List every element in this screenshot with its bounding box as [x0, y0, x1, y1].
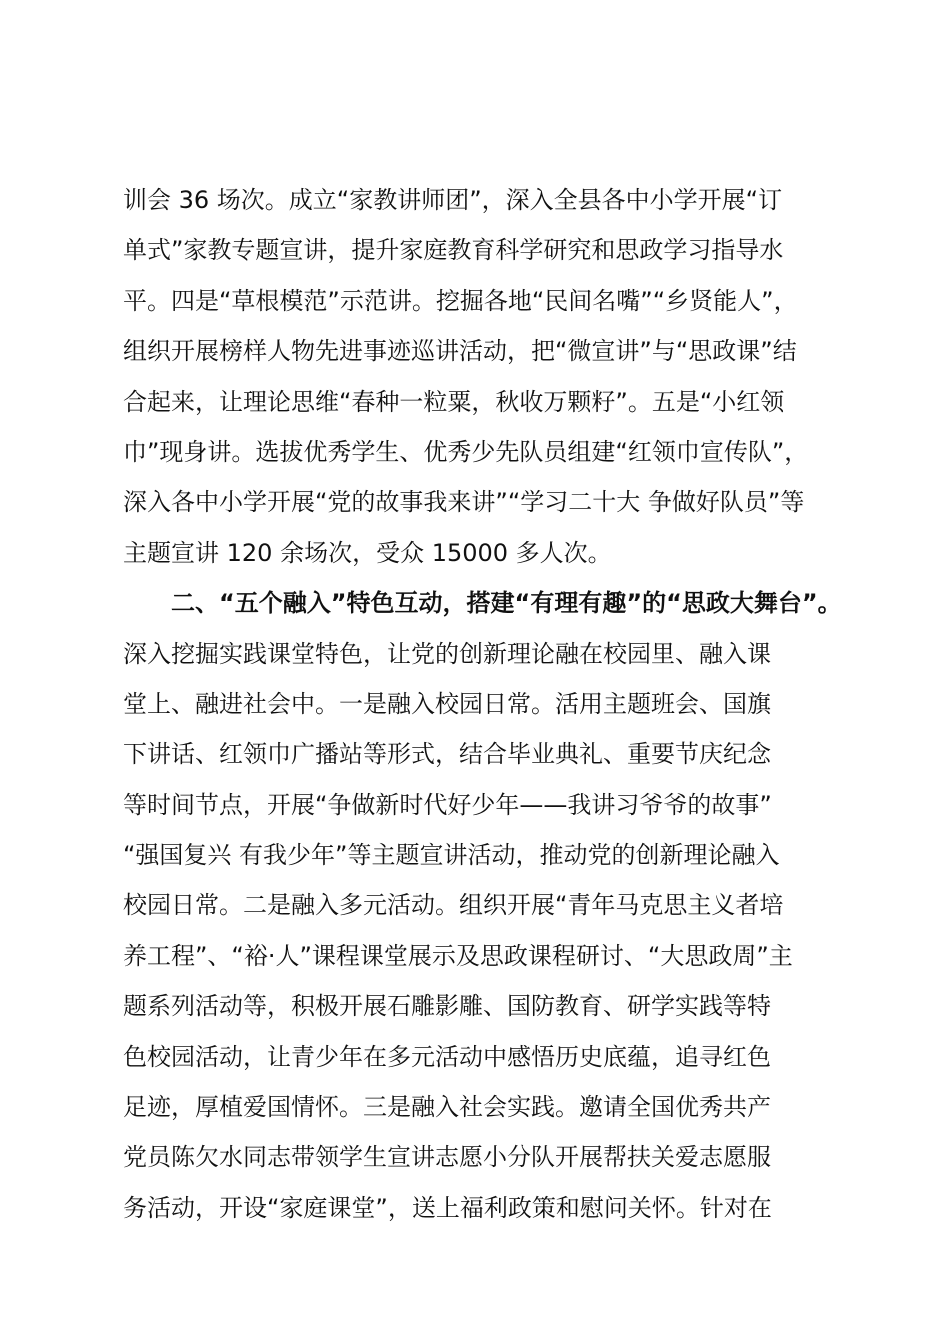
text-line: 校园日常。二是融入多元活动。组织开展“青年马克思主义者培 — [123, 891, 784, 920]
text-line: 色校园活动，让青少年在多元活动中感悟历史底蕴，追寻红色 — [123, 1042, 771, 1071]
text-line: 下讲话、红领巾广播站等形式，结合毕业典礼、重要节庆纪念 — [123, 740, 771, 769]
text-line: “强国复兴 有我少年”等主题宣讲活动，推动党的创新理论融入 — [123, 841, 780, 870]
text-line: 单式”家教专题宣讲，提升家庭教育科学研究和思政学习指导水 — [123, 236, 784, 265]
text-line: 党员陈欠水同志带领学生宣讲志愿小分队开展帮扶关爱志愿服 — [123, 1143, 771, 1172]
text-line: 足迹，厚植爱国情怀。三是融入社会实践。邀请全国优秀共产 — [123, 1093, 771, 1122]
text-line: 务活动，开设“家庭课堂”，送上福利政策和慰问关怀。针对在 — [123, 1193, 772, 1222]
text-line: 等时间节点，开展“争做新时代好少年——我讲习爷爷的故事” — [123, 790, 772, 819]
text-line: 养工程”、“裕·人”课程课堂展示及思政课程研讨、“大思政周”主 — [123, 941, 793, 970]
text-line: 深入挖掘实践课堂特色，让党的创新理论融在校园里、融入课 — [123, 639, 771, 668]
text-line: 平。四是“草根模范”示范讲。挖掘各地“民间名嘴”“乡贤能人”， — [123, 286, 798, 315]
text-line: 巾”现身讲。选拔优秀学生、优秀少先队员组建“红领巾宣传队”， — [123, 437, 809, 466]
text-line: 深入各中小学开展“党的故事我来讲”“学习二十大 争做好队员”等 — [123, 488, 805, 517]
text-line: 题系列活动等，积极开展石雕影雕、国防教育、研学实践等特 — [123, 992, 771, 1021]
section-heading: 二、“五个融入”特色互动，搭建“有理有趣”的“思政大舞台”。 — [123, 589, 842, 618]
text-line: 主题宣讲 120 余场次，受众 15000 多人次。 — [123, 538, 612, 567]
text-line: 合起来，让理论思维“春种一粒粟，秋收万颗籽”。五是“小红领 — [123, 387, 785, 416]
text-line: 组织开展榜样人物先进事迹巡讲活动，把“微宣讲”与“思政课”结 — [123, 337, 797, 366]
body-text — [123, 175, 843, 1233]
text-line: 堂上、融进社会中。一是融入校园日常。活用主题班会、国旗 — [123, 689, 771, 718]
text-line: 训会 36 场次。成立“家教讲师团”，深入全县各中小学开展“订 — [123, 186, 783, 214]
